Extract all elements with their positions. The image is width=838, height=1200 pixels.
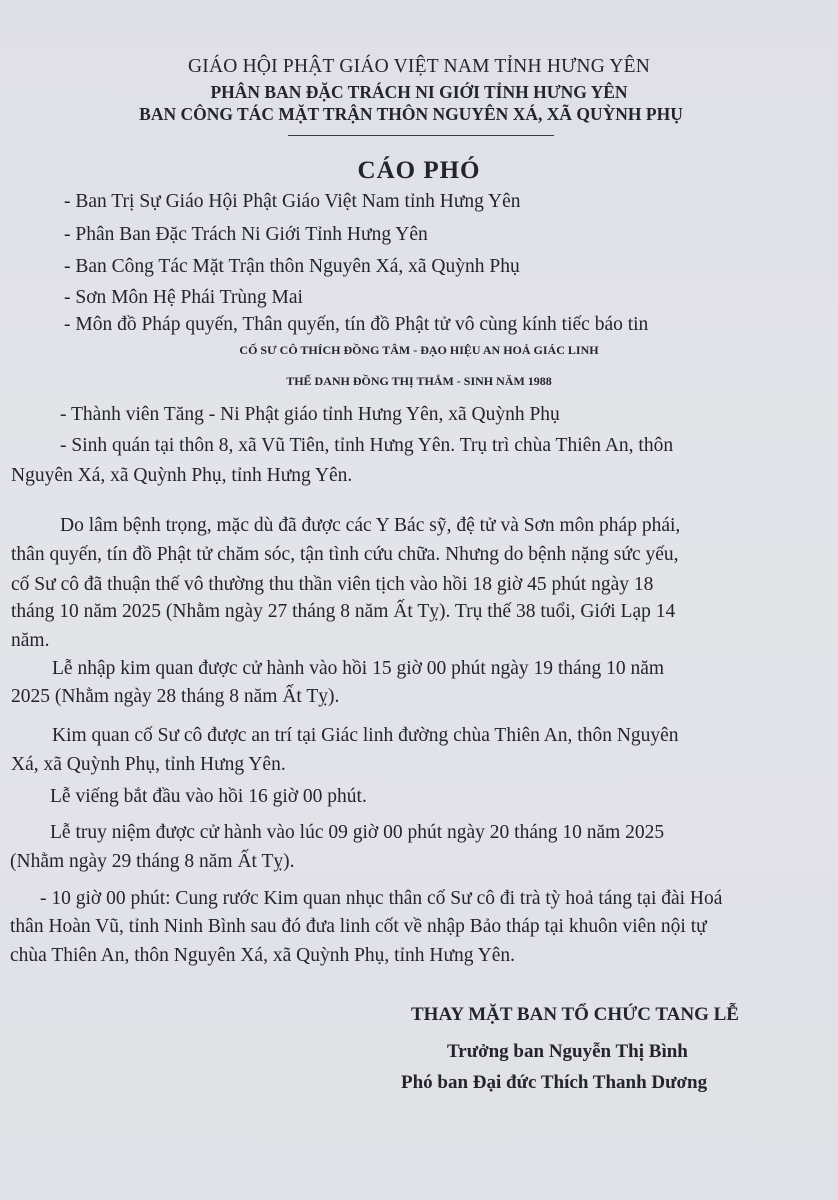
announcer-line: - Sơn Môn Hệ Phái Trùng Mai [64,287,303,308]
body-line: Lễ truy niệm được cử hành vào lúc 09 giờ 00 phút ngày 20 tháng 10 năm 2025 [50,822,665,843]
signature-deputy-head: Phó ban Đại đức Thích Thanh Dương [401,1072,708,1093]
body-line: cố Sư cô đã thuận thế vô thường thu thần viên tịch vào hồi 18 giờ 45 phút ngày 18 [11,574,654,595]
body-line: Do lâm bệnh trọng, mặc dù đã được các Y Bác sỹ, đệ tử và Sơn môn pháp phái, [60,515,681,536]
body-line: Kim quan cố Sư cô được an trí tại Giác linh đường chùa Thiên An, thôn Nguyên [52,725,679,746]
body-line: - Sinh quán tại thôn 8, xã Vũ Tiên, tỉnh Hưng Yên. Trụ trì chùa Thiên An, thôn [60,435,674,456]
announcer-line: - Ban Trị Sự Giáo Hội Phật Giáo Việt Nam tỉnh Hưng Yên [64,191,521,212]
body-line: thân Hoàn Vũ, tỉnh Ninh Bình sau đó đưa linh cốt về nhập Bảo tháp tại khuôn viên nội tự [10,916,707,937]
body-line: 2025 (Nhằm ngày 28 tháng 8 năm Ất Tỵ). [11,686,340,707]
body-line: Nguyên Xá, xã Quỳnh Phụ, tỉnh Hưng Yên. [11,465,353,486]
body-line: Xá, xã Quỳnh Phụ, tỉnh Hưng Yên. [11,754,286,775]
body-line: Lễ viếng bắt đầu vào hồi 16 giờ 00 phút. [50,786,367,807]
body-line: năm. [11,630,50,651]
body-line: chùa Thiên An, thôn Nguyên Xá, xã Quỳnh Phụ, tỉnh Hưng Yên. [10,945,516,966]
body-line: (Nhằm ngày 29 tháng 8 năm Ất Tỵ). [10,851,295,872]
signature-heading: THAY MẶT BAN TỔ CHỨC TANG LỄ [411,1004,739,1025]
body-line: thân quyến, tín đồ Phật tử chăm sóc, tận tình cứu chữa. Nhưng do bệnh nặng sức yếu, [11,544,679,565]
deceased-name-line: CỐ SƯ CÔ THÍCH ĐỒNG TÂM - ĐẠO HIỆU AN HOẢ GIÁC LINH [239,343,599,357]
body-line: - Thành viên Tăng - Ni Phật giáo tỉnh Hưng Yên, xã Quỳnh Phụ [60,404,560,425]
announcer-line: - Phân Ban Đặc Trách Ni Giới Tỉnh Hưng Yên [64,224,428,245]
announcer-line: - Ban Công Tác Mặt Trận thôn Nguyên Xá, xã Quỳnh Phụ [64,256,520,277]
header-line-2: PHÂN BAN ĐẶC TRÁCH NI GIỚI TỈNH HƯNG YÊN [210,82,628,102]
announcer-line: - Môn đồ Pháp quyến, Thân quyến, tín đồ Phật tử vô cùng kính tiếc báo tin [64,314,649,335]
header-line-3: BAN CÔNG TÁC MẶT TRẬN THÔN NGUYÊN XÁ, XÃ QUỲNH PHỤ [139,104,683,124]
deceased-birth-line: THẾ DANH ĐỒNG THỊ THẮM - SINH NĂM 1988 [286,374,552,388]
body-line: tháng 10 năm 2025 (Nhằm ngày 27 tháng 8 năm Ất Tỵ). Trụ thế 38 tuổi, Giới Lạp 14 [11,601,676,622]
signature-head-of-committee: Trưởng ban Nguyễn Thị Bình [447,1041,688,1062]
header-line-1: GIÁO HỘI PHẬT GIÁO VIỆT NAM TỈNH HƯNG YÊN [187,56,651,77]
body-line: - 10 giờ 00 phút: Cung rước Kim quan nhục thân cố Sư cô đi trà tỳ hoả táng tại đài Hoá [40,888,723,909]
header-divider [288,135,554,136]
body-line: Lễ nhập kim quan được cử hành vào hồi 15 giờ 00 phút ngày 19 tháng 10 năm [52,658,665,679]
document-title: CÁO PHÓ [357,157,481,184]
